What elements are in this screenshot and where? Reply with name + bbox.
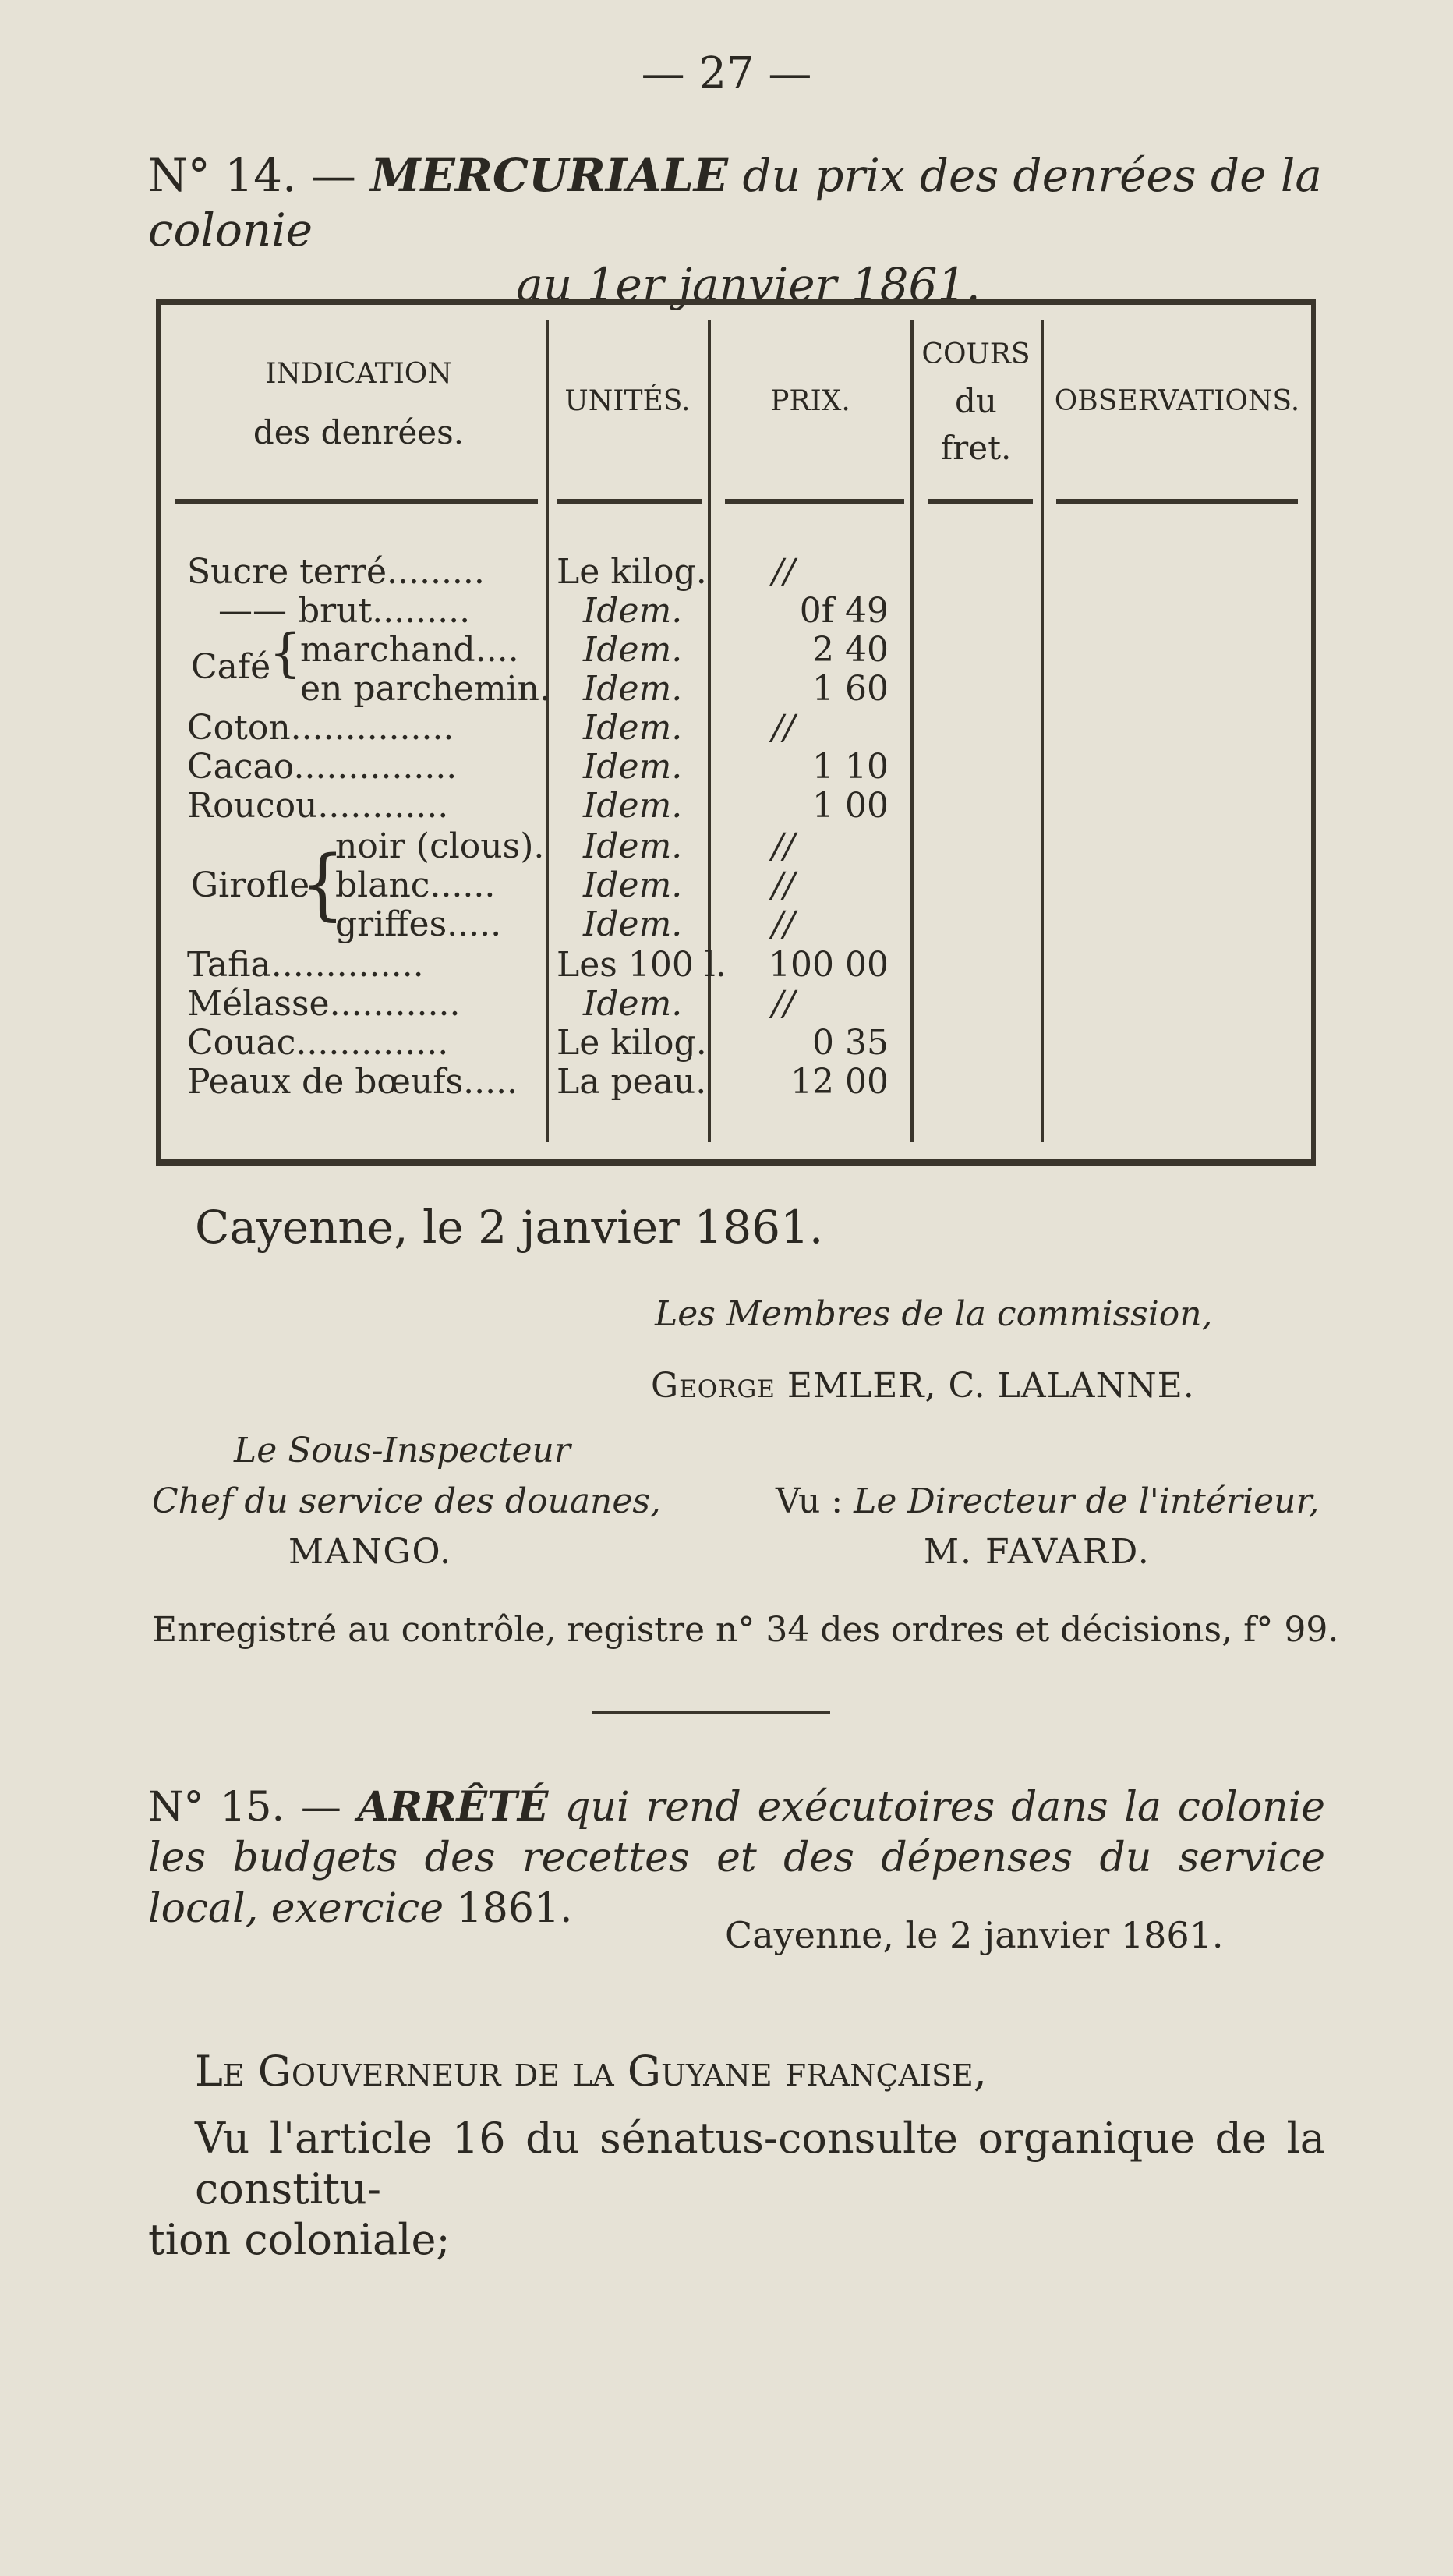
header-rule	[1056, 499, 1298, 504]
table-row-item: noir (clous).	[335, 826, 545, 866]
header-rule	[557, 499, 702, 504]
header-prix: PRIX.	[770, 385, 850, 417]
director-title-text: Le Directeur de l'intérieur,	[854, 1481, 1320, 1521]
table-row-item: griffes.....	[335, 904, 502, 944]
table-row-item: marchand....	[300, 630, 519, 670]
table-row-price: //	[772, 708, 795, 748]
table-row-unit: Idem.	[583, 865, 683, 905]
header-indication-sub: des denrées.	[253, 413, 465, 451]
header-indication: INDICATION	[265, 358, 452, 390]
inspector-title: Le Sous-Inspecteur	[234, 1431, 571, 1470]
header-cours: COURS	[921, 338, 1031, 370]
vu-line-2: tion coloniale;	[148, 2215, 451, 2264]
governor-line: Le Gouverneur de la Guyane française,	[195, 2047, 987, 2096]
vu-paragraph	[148, 2113, 1325, 2265]
doc14-title-main: MERCURIALE	[370, 149, 728, 202]
director-name: M. FAVARD.	[924, 1532, 1151, 1572]
director-vu: Vu :	[776, 1481, 843, 1521]
table-row-unit: Les 100 l.	[557, 945, 726, 985]
doc15-year: 1861.	[456, 1885, 573, 1932]
table-row-price: //	[772, 984, 795, 1024]
column-divider	[708, 320, 711, 1142]
table-row-item: en parchemin.	[300, 669, 550, 709]
doc14-dash: —	[310, 149, 356, 202]
table-row-unit: Idem.	[583, 984, 683, 1024]
table-row-unit: Idem.	[583, 630, 683, 670]
table-row-price: 2 40	[812, 630, 889, 670]
table-row-unit: Le kilog.	[557, 552, 707, 592]
table-row-price: 0f 49	[799, 591, 889, 631]
table-row-price: //	[772, 552, 795, 592]
doc15-date: Cayenne, le 2 janvier 1861.	[725, 1914, 1224, 1956]
header-observations: OBSERVATIONS.	[1054, 385, 1300, 417]
page-number: — 27 —	[641, 48, 812, 99]
brace-icon: {	[300, 839, 345, 930]
doc15-title-main: ARRÊTÉ	[357, 1783, 549, 1831]
table-row-price: 12 00	[790, 1062, 889, 1102]
doc15-dash: —	[300, 1784, 341, 1831]
doc14-title-line2: au 1er janvier 1861.	[516, 258, 981, 311]
table-row-item: Mélasse............	[187, 984, 461, 1024]
table-row-unit: Idem.	[583, 826, 683, 866]
table-row-unit: Idem.	[583, 786, 683, 826]
header-cours-du: du	[955, 382, 997, 420]
table-row-item: Peaux de bœufs.....	[187, 1062, 518, 1102]
table-row-unit: Idem.	[583, 591, 683, 631]
column-divider	[1041, 320, 1044, 1142]
vu-line-1: Vu l'article 16 du sénatus-consulte organique de la constitu-	[195, 2114, 1325, 2213]
header-rule	[928, 499, 1033, 504]
doc14-title-rest: du prix des denrées de la colonie	[148, 149, 1322, 257]
table-row-unit: Idem.	[583, 708, 683, 748]
header-cours-fret: fret.	[940, 429, 1012, 467]
header-rule	[725, 499, 904, 504]
commission-label: Les Membres de la commission,	[655, 1294, 1213, 1334]
table-row-item: blanc......	[335, 865, 496, 905]
registration-note: Enregistré au contrôle, registre n° 34 des ordres et décisions, f° 99.	[152, 1610, 1339, 1650]
commission-names: George EMLER, C. LALANNE.	[651, 1366, 1195, 1406]
section-separator	[592, 1711, 830, 1714]
table-row-price: 1 60	[812, 669, 889, 709]
table-row-price: //	[772, 826, 795, 866]
header-rule	[175, 499, 538, 504]
inspector-name: MANGO.	[288, 1532, 452, 1572]
doc15-title	[148, 1782, 1325, 1934]
table-row-item: Coton...............	[187, 708, 454, 748]
table-row-item: Cacao...............	[187, 747, 458, 787]
header-unites: UNITÉS.	[564, 385, 691, 417]
table-row-item: Tafia..............	[187, 945, 424, 985]
inspector-chef: Chef du service des douanes,	[152, 1481, 661, 1521]
place-date: Cayenne, le 2 janvier 1861.	[195, 1201, 824, 1254]
table-row-item: Sucre terré.........	[187, 552, 485, 592]
table-row-unit: Idem.	[583, 904, 683, 944]
group-cafe-label: Café	[191, 647, 271, 687]
table-row-price: //	[772, 865, 795, 905]
brace-icon: {	[269, 623, 302, 683]
table-row-price: 100 00	[769, 945, 889, 985]
table-row-price: //	[772, 904, 795, 944]
table-row-unit: Idem.	[583, 747, 683, 787]
table-row-unit: Idem.	[583, 669, 683, 709]
director-title	[776, 1481, 1320, 1521]
group-girofle-label: Girofle	[191, 865, 310, 905]
doc15-number: N° 15.	[148, 1784, 285, 1831]
doc14-title	[148, 148, 1349, 312]
table-row-price: 1 00	[812, 786, 889, 826]
doc15-title-rest: qui rend exécutoires dans la colonie les budgets des recettes et des dépenses du service local, exercice	[148, 1784, 1326, 1932]
column-divider	[546, 320, 549, 1142]
table-row-unit: La peau.	[557, 1062, 707, 1102]
table-row-unit: Le kilog.	[557, 1023, 707, 1063]
table-row-price: 0 35	[812, 1023, 889, 1063]
table-row-item: —— brut.........	[218, 591, 471, 631]
table-row-item: Roucou............	[187, 786, 449, 826]
doc14-number: N° 14.	[148, 149, 297, 202]
table-row-price: 1 10	[812, 747, 889, 787]
table-row-item: Couac..............	[187, 1023, 449, 1063]
